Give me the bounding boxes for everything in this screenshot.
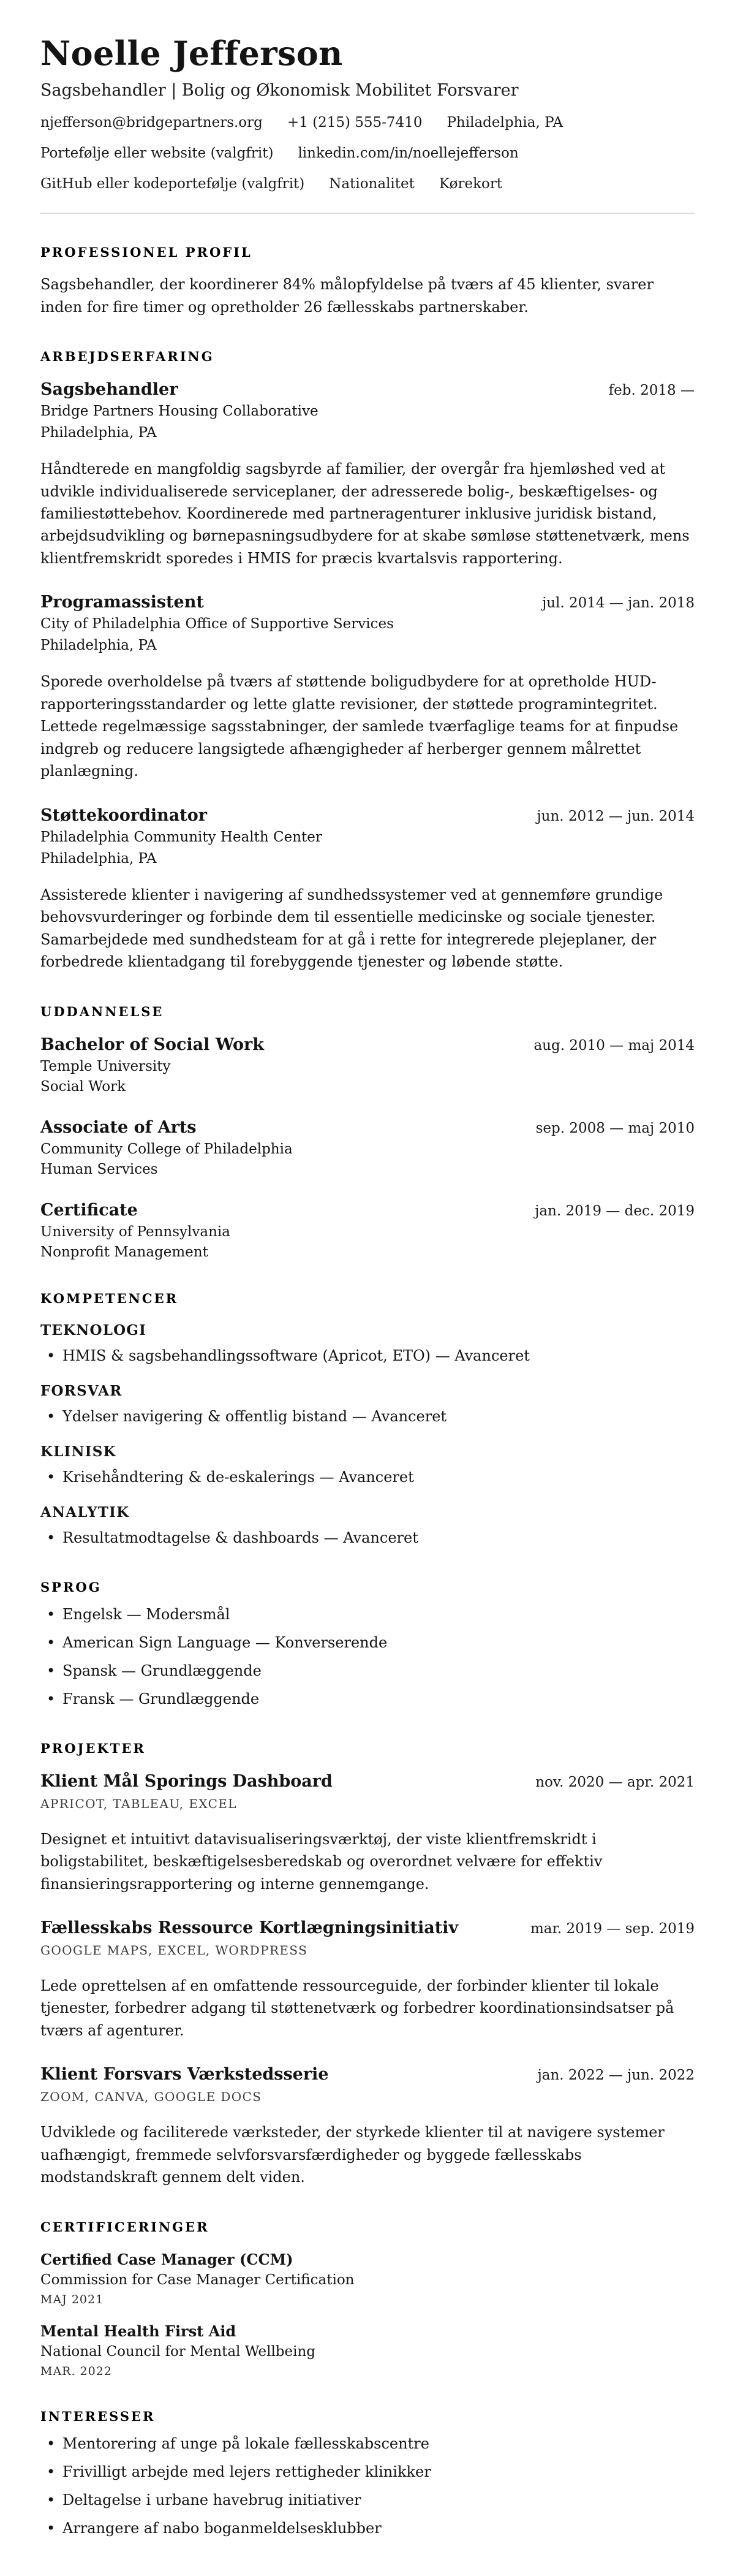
interest-item: • Deltagelse i urbane havebrug initiativer bbox=[40, 2489, 695, 2511]
skill-group bbox=[40, 1504, 695, 1549]
skill-item: • Ydelser navigering & offentlig bistand — Avanceret bbox=[40, 1405, 695, 1427]
education-entry-head bbox=[40, 1035, 695, 1054]
certification-entry bbox=[40, 2251, 695, 2306]
certification-entry bbox=[40, 2322, 695, 2378]
certification-issuer: National Council for Mental Wellbeing bbox=[40, 2343, 316, 2360]
education-field: Nonprofit Management bbox=[40, 1244, 208, 1260]
contact-location: Philadelphia, PA bbox=[447, 115, 564, 131]
skills-heading: KOMPETENCER bbox=[40, 1290, 179, 1306]
projects-heading: PROJEKTER bbox=[40, 1740, 146, 1756]
project-entry bbox=[40, 2065, 695, 2188]
project-entry bbox=[40, 1918, 695, 2042]
skill-group bbox=[40, 1322, 695, 1367]
contact-phone: +1 (215) 555-7410 bbox=[287, 115, 423, 131]
contact-row-3 bbox=[40, 176, 695, 192]
job-description: Sporede overholdelse på tværs af støttende boligudbydere for at opretholde HUD-rapporteringsstandarder og lette glatte revisioner, der støttede programintegritet. Lettede regelmæssige sagsstabninger, der samlede tværfaglige teams for at finpudse indgreb og reducere langsigtede afhængigheder af herberger gennem målrettet planlægning. bbox=[40, 673, 679, 780]
certification-date: MAJ 2021 bbox=[40, 2292, 104, 2306]
project-entry-head bbox=[40, 2065, 695, 2084]
job-dates: jul. 2014 — jan. 2018 bbox=[542, 595, 695, 612]
language-item: • American Sign Language — Konverserende bbox=[40, 1632, 695, 1654]
project-tools: GOOGLE MAPS, EXCEL, WORDPRESS bbox=[40, 1943, 308, 1958]
person-name: Noelle Jefferson bbox=[40, 34, 343, 73]
education-dates: aug. 2010 — maj 2014 bbox=[533, 1037, 695, 1054]
job-title: Sagsbehandler bbox=[40, 380, 178, 400]
job-company: City of Philadelphia Office of Supportive Services bbox=[40, 616, 394, 633]
certification-issuer: Commission for Case Manager Certification bbox=[40, 2271, 355, 2288]
section-certifications bbox=[40, 2219, 695, 2378]
degree-title: Certificate bbox=[40, 1200, 138, 1220]
education-school: Temple University bbox=[40, 1058, 171, 1074]
skill-group-label: KLINISK bbox=[40, 1443, 116, 1460]
interests-heading: INTERESSER bbox=[40, 2408, 156, 2424]
interest-item: • Arrangere af nabo boganmeldelsesklubber bbox=[40, 2517, 695, 2539]
interest-item: • Frivilligt arbejde med lejers rettigheder klinikker bbox=[40, 2461, 695, 2483]
profile-text: Sagsbehandler, der koordinerer 84% målopfyldelse på tværs af 45 klienter, svarer inden for fire timer og opretholder 26 fællesskabs partnerskaber. bbox=[40, 276, 654, 316]
certifications-heading: CERTIFICERINGER bbox=[40, 2219, 209, 2235]
contact-website-placeholder: Portefølje eller website (valgfrit) bbox=[40, 145, 274, 162]
education-school: Community College of Philadelphia bbox=[40, 1141, 293, 1157]
project-entry-head bbox=[40, 1918, 695, 1937]
project-description: Udviklede og faciliterede værksteder, der styrkede klienter til at navigere systemer uafhængigt, fremmede selvforsvarsfærdigheder og byggede fællesskabs modstandskraft gennem delt viden. bbox=[40, 2124, 665, 2186]
certification-name: Mental Health First Aid bbox=[40, 2322, 236, 2340]
skill-item: • HMIS & sagsbehandlingssoftware (Apricot, ETO) — Avanceret bbox=[40, 1345, 695, 1367]
job-title: Støttekoordinator bbox=[40, 805, 208, 825]
skill-group-label: TEKNOLOGI bbox=[40, 1321, 147, 1339]
interest-item: • Mentorering af unge på lokale fællesskabscentre bbox=[40, 2433, 695, 2455]
project-dates: jan. 2022 — jun. 2022 bbox=[537, 2067, 695, 2084]
skill-item: • Resultatmodtagelse & dashboards — Avanceret bbox=[40, 1527, 695, 1549]
languages-list bbox=[40, 1603, 695, 1710]
contact-linkedin: linkedin.com/in/noellejefferson bbox=[298, 145, 519, 162]
project-title: Klient Mål Sporings Dashboard bbox=[40, 1771, 333, 1791]
job-title: Programassistent bbox=[40, 593, 204, 612]
contact-row-2 bbox=[40, 145, 695, 161]
section-interests bbox=[40, 2409, 695, 2539]
contact-license-label: Kørekort bbox=[439, 176, 503, 192]
job-description: Assisterede klienter i navigering af sundhedssystemer ved at gennemføre grundige behovsvurderinger og forbinde dem til essentielle medicinske og sociale tjenester. Samarbejdede med sundhedsteam for at gå i rette for integrerede plejeplaner, der forbedrede klientadgang til forebyggende tjenester og løbende støtte. bbox=[40, 886, 663, 971]
experience-entry bbox=[40, 593, 695, 782]
education-entry-head bbox=[40, 1118, 695, 1137]
skill-group-label: ANALYTIK bbox=[40, 1503, 130, 1521]
job-company: Bridge Partners Housing Collaborative bbox=[40, 403, 318, 420]
contact-github-placeholder: GitHub eller kodeportefølje (valgfrit) bbox=[40, 176, 305, 192]
interests-list bbox=[40, 2433, 695, 2539]
degree-title: Associate of Arts bbox=[40, 1117, 197, 1137]
education-entry-head bbox=[40, 1201, 695, 1220]
resume-header bbox=[40, 34, 695, 192]
experience-entry-head bbox=[40, 380, 695, 399]
section-languages bbox=[40, 1579, 695, 1710]
project-dates: mar. 2019 — sep. 2019 bbox=[530, 1921, 695, 1937]
skill-group-label: FORSVAR bbox=[40, 1382, 123, 1399]
job-description: Håndterede en mangfoldig sagsbyrde af familier, der overgår fra hjemløshed ved at udvikle individualiserede serviceplaner, der adresserede bolig-, beskæftigelses- og familiestøttebehov. Koordinerede med partneragenturer inklusive juridisk bistand, arbejdsudvikling og børnepasningsudbydere for at skabe sømløse støttenetværk, mens klientfremskridt sporedes i HMIS for præcis kvartalsvis rapportering. bbox=[40, 460, 690, 567]
education-dates: sep. 2008 — maj 2010 bbox=[535, 1120, 695, 1136]
job-location: Philadelphia, PA bbox=[40, 850, 157, 867]
education-school: University of Pennsylvania bbox=[40, 1223, 230, 1240]
skill-item: • Krisehåndtering & de-eskalerings — Avanceret bbox=[40, 1466, 695, 1488]
section-skills bbox=[40, 1291, 695, 1549]
project-title: Klient Forsvars Værkstedsserie bbox=[40, 2065, 329, 2084]
language-item: • Engelsk — Modersmål bbox=[40, 1603, 695, 1625]
person-headline: Sagsbehandler | Bolig og Økonomisk Mobilitet Forsvarer bbox=[40, 81, 519, 101]
project-entry-head bbox=[40, 1772, 695, 1791]
contact-nationality-label: Nationalitet bbox=[329, 176, 415, 192]
experience-entry-head bbox=[40, 593, 695, 612]
section-experience bbox=[40, 349, 695, 973]
education-entry bbox=[40, 1118, 695, 1177]
section-projects bbox=[40, 1741, 695, 2189]
experience-heading: ARBEJDSERFARING bbox=[40, 349, 214, 365]
project-tools: APRICOT, TABLEAU, EXCEL bbox=[40, 1796, 237, 1811]
project-entry bbox=[40, 1772, 695, 1895]
experience-entry-head bbox=[40, 806, 695, 825]
job-dates: jun. 2012 — jun. 2014 bbox=[537, 808, 695, 824]
project-description: Designet et intuitivt datavisualiseringsværktøj, der viste klientfremskridt i boligstabilitet, beskæftigelsesberedskab og overordnet velvære for effektiv finansieringsrapportering og interne gennemgange. bbox=[40, 1830, 603, 1893]
education-entry bbox=[40, 1035, 695, 1095]
education-dates: jan. 2019 — dec. 2019 bbox=[535, 1203, 695, 1219]
contact-row-1 bbox=[40, 115, 695, 131]
experience-entry bbox=[40, 806, 695, 973]
contact-email: njefferson@bridgepartners.org bbox=[40, 115, 263, 131]
education-field: Human Services bbox=[40, 1161, 158, 1177]
section-education bbox=[40, 1004, 695, 1260]
project-title: Fællesskabs Ressource Kortlægningsinitiativ bbox=[40, 1918, 459, 1937]
languages-heading: SPROG bbox=[40, 1579, 102, 1595]
project-description: Lede oprettelsen af en omfattende ressourceguide, der forbinder klienter til lokale tjenester, forbedrer adgang til støttenetværk og forbedrer koordinationsindsatser på tværs af agenturer. bbox=[40, 1977, 674, 2039]
header-divider bbox=[40, 213, 695, 214]
education-field: Social Work bbox=[40, 1078, 126, 1095]
language-item: • Spansk — Grundlæggende bbox=[40, 1660, 695, 1682]
skill-group bbox=[40, 1383, 695, 1427]
profile-heading: PROFESSIONEL PROFIL bbox=[40, 245, 252, 260]
skill-group bbox=[40, 1443, 695, 1488]
certification-name: Certified Case Manager (CCM) bbox=[40, 2250, 293, 2268]
degree-title: Bachelor of Social Work bbox=[40, 1035, 264, 1054]
education-entry bbox=[40, 1201, 695, 1260]
experience-entry bbox=[40, 380, 695, 569]
certification-date: MAR. 2022 bbox=[40, 2364, 112, 2378]
language-item: • Fransk — Grundlæggende bbox=[40, 1688, 695, 1710]
education-heading: UDDANNELSE bbox=[40, 1003, 164, 1019]
job-company: Philadelphia Community Health Center bbox=[40, 829, 322, 845]
job-dates: feb. 2018 — bbox=[608, 382, 695, 399]
section-profile bbox=[40, 245, 695, 318]
project-dates: nov. 2020 — apr. 2021 bbox=[535, 1774, 695, 1790]
project-tools: ZOOM, CANVA, GOOGLE DOCS bbox=[40, 2089, 262, 2105]
job-location: Philadelphia, PA bbox=[40, 425, 157, 441]
job-location: Philadelphia, PA bbox=[40, 637, 157, 654]
